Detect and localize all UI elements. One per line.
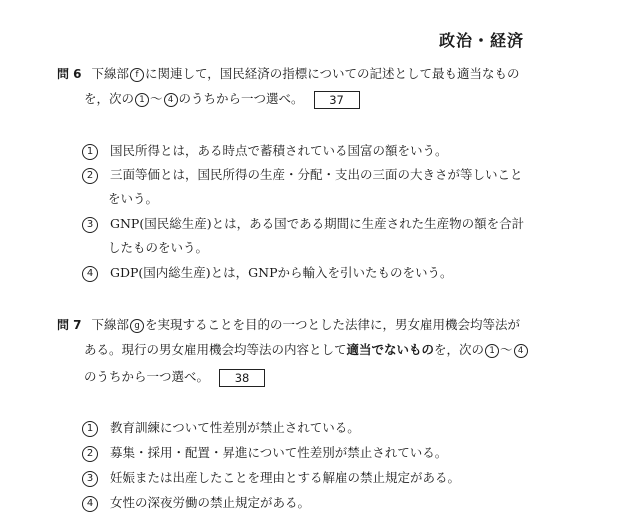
q7-text-a: 下線部 [91, 317, 130, 332]
q7-option-1-number: 1 [82, 421, 98, 437]
q7-line-2 [84, 341, 529, 359]
q6-label: 問 6 [57, 67, 82, 81]
q7-option-1-text: 教育訓練について性差別が禁止されている。 [110, 420, 360, 435]
q7-line2-a: ある。現行の男女雇用機会均等法の内容として [84, 342, 347, 357]
q7-label: 問 7 [57, 318, 82, 332]
q6-option-1-number: 1 [82, 144, 98, 160]
q7-option-2[interactable] [82, 444, 447, 462]
q6-option-4-number: 4 [82, 266, 98, 282]
q7-option-4-number: 4 [82, 496, 98, 512]
q6-option-3-cont-text: したものをいう。 [108, 240, 209, 255]
q7-option-3-text: 妊娠または出産したことを理由とする解雇の禁止規定がある。 [110, 470, 461, 485]
q6-tilde: 〜 [150, 91, 163, 106]
q7-option-2-number: 2 [82, 446, 98, 462]
q7-option-1[interactable] [82, 419, 360, 437]
q6-option-3-number: 3 [82, 217, 98, 233]
q6-option-2[interactable] [82, 166, 523, 184]
q6-option-2-cont [108, 190, 158, 208]
q6-option-2-number: 2 [82, 168, 98, 184]
q6-option-3-cont [108, 239, 208, 257]
q6-line-1 [57, 65, 520, 83]
q6-option-2-cont-text: をいう。 [108, 191, 159, 206]
subject-title: 政治・経済 [438, 31, 524, 50]
q6-text-b: に関連して，国民経済の指標についての記述として最も適当なもの [145, 66, 520, 81]
q6-option-1[interactable] [82, 142, 448, 160]
q7-line-1 [57, 316, 520, 334]
q6-option-2-text: 三面等価とは，国民所得の生産・分配・支出の三面の大きさが等しいこと [110, 167, 523, 182]
q7-line2-b: を，次の [434, 342, 485, 357]
q7-text-b: を実現することを目的の一つとした法律に，男女雇用機会均等法が [145, 317, 521, 332]
q7-tilde: 〜 [500, 342, 513, 357]
q6-underline-mark: f [130, 68, 144, 82]
q6-option-3-text: GNP(国民総生産)とは，ある国である期間に生産された生産物の額を合計 [110, 216, 525, 231]
q6-option-4[interactable] [82, 264, 453, 282]
q7-line-3 [84, 368, 265, 387]
q7-range-start: 1 [485, 344, 499, 358]
q7-option-4[interactable] [82, 494, 310, 512]
q7-option-2-text: 募集・採用・配置・昇進について性差別が禁止されている。 [110, 445, 448, 460]
q7-underline-mark: g [130, 319, 144, 333]
q6-option-4-text: GDP(国内総生産)とは，GNPから輸入を引いたものをいう。 [110, 265, 453, 280]
q6-text-a: 下線部 [91, 66, 130, 81]
q7-answer-box[interactable]: 38 [219, 369, 265, 387]
q7-range-end: 4 [514, 344, 528, 358]
q6-range-start: 1 [135, 93, 149, 107]
q6-line2-b: のうちから一つ選べ。 [178, 91, 304, 106]
q6-line-2 [84, 90, 360, 109]
q6-range-end: 4 [164, 93, 178, 107]
q7-emphasis: 適当でないもの [346, 342, 435, 357]
q6-line2-a: を，次の [84, 91, 135, 106]
q7-option-3[interactable] [82, 469, 460, 487]
q7-option-3-number: 3 [82, 471, 98, 487]
q6-option-1-text: 国民所得とは，ある時点で蓄積されている国富の額をいう。 [110, 143, 448, 158]
q7-line3-a: のうちから一つ選べ。 [84, 369, 210, 384]
q6-option-3[interactable] [82, 215, 524, 233]
q7-option-4-text: 女性の深夜労働の禁止規定がある。 [110, 495, 311, 510]
q6-answer-box[interactable]: 37 [314, 91, 360, 109]
